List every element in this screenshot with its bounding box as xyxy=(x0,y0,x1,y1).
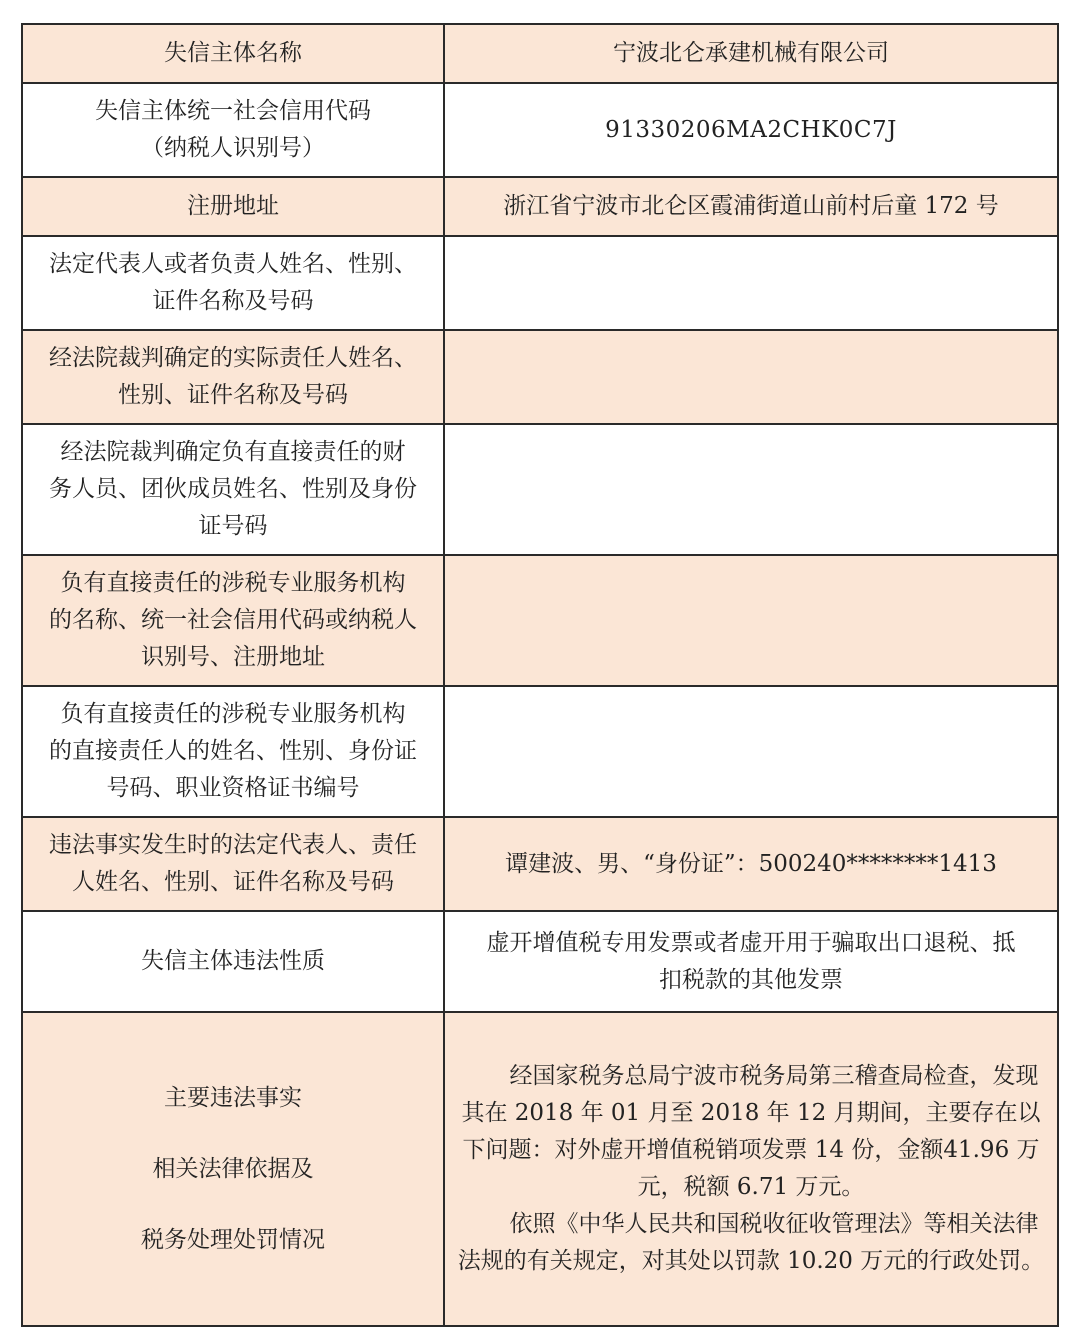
value-cell-empty xyxy=(444,424,1058,555)
label-cell xyxy=(22,817,444,911)
label-text: 证件名称及号码 xyxy=(152,288,314,314)
value-cell-empty xyxy=(444,555,1058,686)
row-entity-name xyxy=(22,24,1058,83)
label-text: 注册地址 xyxy=(187,193,279,219)
violation-nature-value: 虚开增值税专用发票或者虚开用于骗取出口退税、抵 xyxy=(486,929,1016,956)
label-text: 失信主体名称 xyxy=(164,40,302,66)
label-text: 主要违法事实 xyxy=(164,1084,302,1111)
label-cell xyxy=(22,236,444,330)
label-text: 相关法律依据及 xyxy=(152,1155,314,1182)
value-cell-empty xyxy=(444,236,1058,330)
label-text: 违法事实发生时的法定代表人、责任 xyxy=(49,832,417,858)
representative-value: 谭建波、男、“身份证”：500240********1413 xyxy=(505,850,997,877)
label-text: 性别、证件名称及号码 xyxy=(118,382,348,408)
label-cell xyxy=(22,177,444,236)
credit-code-value: 91330206MA2CHK0C7J xyxy=(605,116,897,143)
row-credit-code xyxy=(22,83,1058,177)
penalty-paragraph: 依照《中华人民共和国税收征收管理法》等相关法律法规的有关规定，对其处以罚款 10.20 万元的行政处罚。 xyxy=(457,1211,1045,1274)
row-tax-agency xyxy=(22,555,1058,686)
value-cell-empty xyxy=(444,330,1058,424)
value-cell xyxy=(444,83,1058,177)
value-cell xyxy=(444,817,1058,911)
label-text: 务人员、团伙成员姓名、性别及身份 xyxy=(49,476,417,502)
row-finance-personnel xyxy=(22,424,1058,555)
label-text: 失信主体违法性质 xyxy=(141,948,325,974)
value-cell xyxy=(444,177,1058,236)
row-tax-agency-person xyxy=(22,686,1058,817)
label-cell xyxy=(22,424,444,555)
label-text: 负有直接责任的涉税专业服务机构 xyxy=(60,701,406,727)
row-actual-responsible-person xyxy=(22,330,1058,424)
entity-name-value: 宁波北仑承建机械有限公司 xyxy=(613,40,889,66)
label-text: 的名称、统一社会信用代码或纳税人 xyxy=(49,607,417,633)
label-cell xyxy=(22,330,444,424)
label-cell xyxy=(22,1012,444,1326)
row-registered-address xyxy=(22,177,1058,236)
value-cell xyxy=(444,24,1058,83)
label-text: 号码、职业资格证书编号 xyxy=(106,775,360,801)
label-cell xyxy=(22,686,444,817)
label-text: 经法院裁判确定的实际责任人姓名、 xyxy=(49,345,417,371)
label-text: 负有直接责任的涉税专业服务机构 xyxy=(60,570,406,596)
label-text: 失信主体统一社会信用代码 xyxy=(95,98,371,124)
label-text: 人姓名、性别、证件名称及号码 xyxy=(72,869,394,895)
label-text: 识别号、注册地址 xyxy=(141,644,325,670)
dishonest-entity-table xyxy=(21,23,1059,1327)
facts-paragraph: 经国家税务总局宁波市税务局第三稽查局检查，发现其在 2018 年 01 月至 2018 年 12 月期间，主要存在以下问题：对外虚开增值税销项发票 14 份，金额41.96 万元，税额 6.71 万元。 xyxy=(461,1063,1041,1200)
row-legal-representative xyxy=(22,236,1058,330)
row-main-facts xyxy=(22,1012,1058,1326)
value-cell-empty xyxy=(444,686,1058,817)
label-text: 证号码 xyxy=(198,513,268,539)
label-cell xyxy=(22,555,444,686)
label-cell xyxy=(22,24,444,83)
facts-cell xyxy=(444,1012,1058,1326)
label-text: 税务处理处罚情况 xyxy=(141,1226,325,1253)
registered-address-value: 浙江省宁波市北仑区霞浦街道山前村后童 172 号 xyxy=(503,193,999,219)
label-cell xyxy=(22,83,444,177)
label-text: （纳税人识别号） xyxy=(141,135,325,161)
label-text: 法定代表人或者负责人姓名、性别、 xyxy=(49,251,417,277)
violation-nature-value: 扣税款的其他发票 xyxy=(659,966,843,993)
row-violation-nature xyxy=(22,911,1058,1012)
row-representative-at-violation xyxy=(22,817,1058,911)
label-text: 经法院裁判确定负有直接责任的财 xyxy=(60,439,406,465)
value-cell xyxy=(444,911,1058,1012)
label-text: 的直接责任人的姓名、性别、身份证 xyxy=(49,738,417,764)
label-cell xyxy=(22,911,444,1012)
